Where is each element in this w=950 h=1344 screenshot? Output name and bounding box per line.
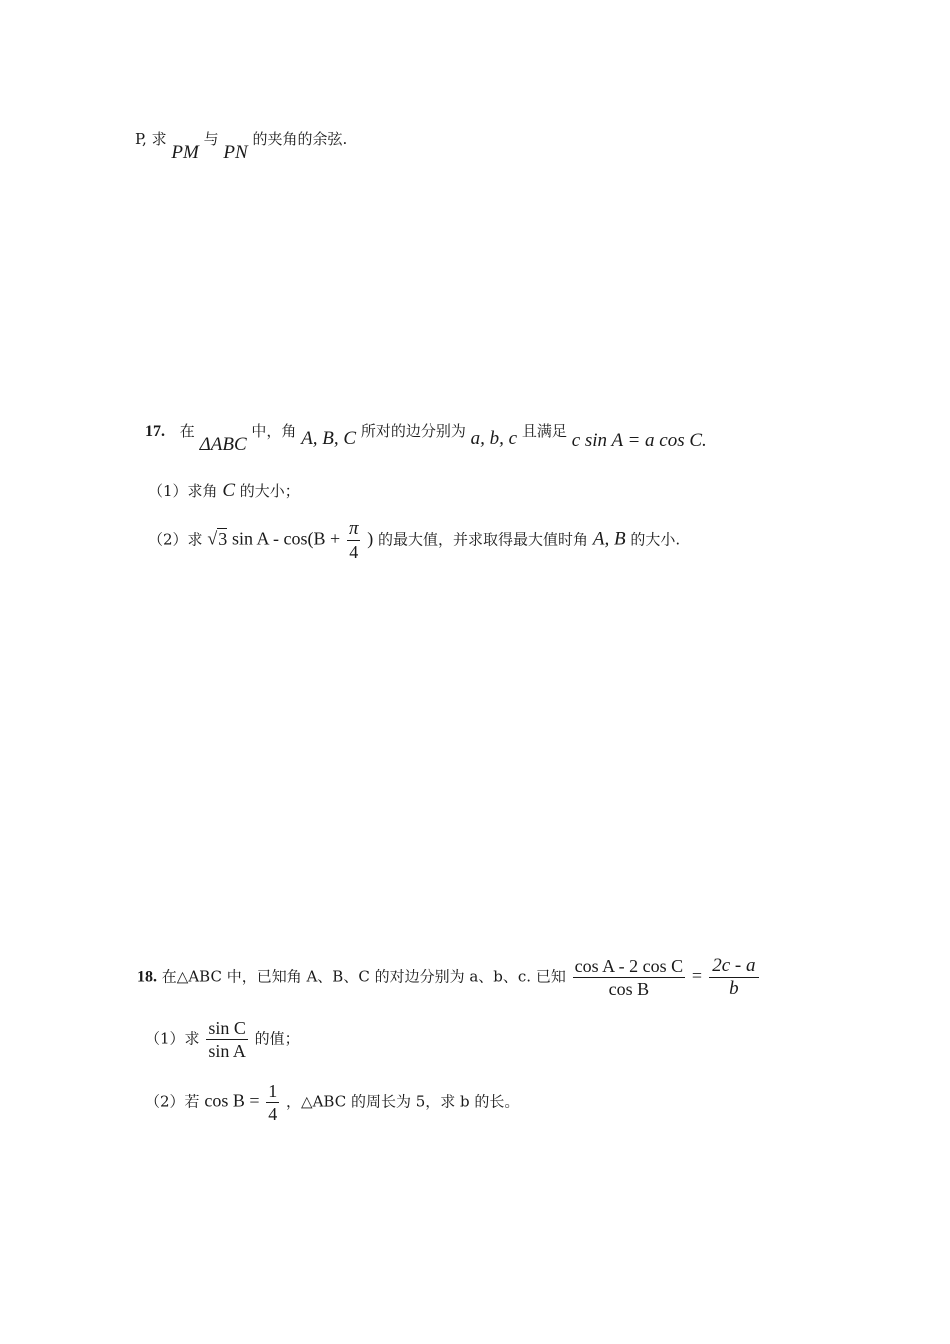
fraction-cos-ratio bbox=[573, 955, 686, 1000]
fraction-2-denominator: b bbox=[729, 978, 739, 999]
problem-18-part-2 bbox=[145, 1080, 519, 1125]
fraction-denominator: 4 bbox=[349, 542, 359, 562]
problem-18-number: 18. bbox=[137, 968, 157, 986]
problem-17-text-3: 所对的边分别为 bbox=[360, 422, 466, 440]
condition-equation: c sin A = a cos C. bbox=[571, 430, 707, 451]
quarter-denominator: 4 bbox=[268, 1104, 278, 1124]
closing-paren: ) bbox=[367, 528, 374, 549]
sin-ratio-numerator: sin C bbox=[208, 1018, 246, 1038]
part-1-prefix: （1）求 bbox=[145, 1029, 200, 1048]
expression-middle: sin A - cos(B + bbox=[232, 528, 341, 549]
problem-17-part-1 bbox=[148, 480, 300, 502]
triangle-abc: ΔABC bbox=[199, 434, 247, 455]
problem-18-statement bbox=[137, 955, 761, 1000]
problem-16-prefix: P, 求 bbox=[135, 130, 167, 148]
angles-ab: A, B bbox=[592, 528, 626, 550]
fraction-2-numerator: 2c - a bbox=[709, 955, 759, 978]
problem-16-tail bbox=[135, 128, 348, 163]
problem-18-text: 在△ABC 中，已知角 A、B、C 的对边分别为 a、b、c. 已知 bbox=[161, 967, 566, 986]
problem-17-text-2: 中，角 bbox=[251, 422, 297, 440]
vector-pn: PN bbox=[223, 142, 248, 163]
problem-17-text-1: 在 bbox=[179, 422, 195, 440]
problem-16-suffix: 的夹角的余弦. bbox=[252, 130, 348, 148]
part-1-suffix: 的大小； bbox=[239, 482, 300, 500]
part-1-prefix: （1）求角 bbox=[148, 482, 218, 500]
sqrt-radicand: 3 bbox=[218, 528, 228, 549]
fraction-numerator: π bbox=[348, 518, 359, 539]
part-2-prefix: （2）若 bbox=[145, 1092, 200, 1111]
problem-17-part-2 bbox=[148, 518, 680, 563]
sides-abc: a, b, c bbox=[470, 428, 518, 449]
angle-c: C bbox=[222, 480, 236, 501]
sqrt-expression: √3 bbox=[207, 528, 228, 549]
equals-sign: = bbox=[691, 965, 703, 986]
part-1-suffix: 的值； bbox=[254, 1029, 300, 1048]
fraction-side-ratio bbox=[709, 955, 759, 1000]
fraction-sin-ratio bbox=[206, 1017, 248, 1062]
pi-over-4-fraction bbox=[347, 518, 361, 563]
fraction-one-quarter bbox=[266, 1080, 279, 1125]
sin-ratio-denominator: sin A bbox=[208, 1041, 246, 1061]
part-2-prefix: （2）求 bbox=[148, 530, 203, 549]
problem-17-text-4: 且满足 bbox=[521, 422, 567, 440]
fraction-1-numerator: cos A - 2 cos C bbox=[574, 956, 684, 976]
part-2-suffix: ，△ABC 的周长为 5，求 b 的长。 bbox=[286, 1092, 520, 1111]
part-2-mid: 的最大值，并求取得最大值时角 bbox=[378, 530, 589, 549]
problem-16-mid: 与 bbox=[203, 130, 219, 148]
problem-18-part-1 bbox=[145, 1017, 300, 1062]
problem-17-statement bbox=[145, 420, 707, 455]
angles-abc: A, B, C bbox=[301, 428, 357, 449]
problem-17-number: 17. bbox=[145, 423, 165, 440]
cos-b-expression: cos B = bbox=[204, 1090, 260, 1111]
quarter-numerator: 1 bbox=[268, 1081, 278, 1101]
part-2-suffix: 的大小. bbox=[630, 530, 681, 549]
vector-pm: PM bbox=[171, 142, 199, 163]
fraction-1-denominator: cos B bbox=[608, 979, 650, 999]
